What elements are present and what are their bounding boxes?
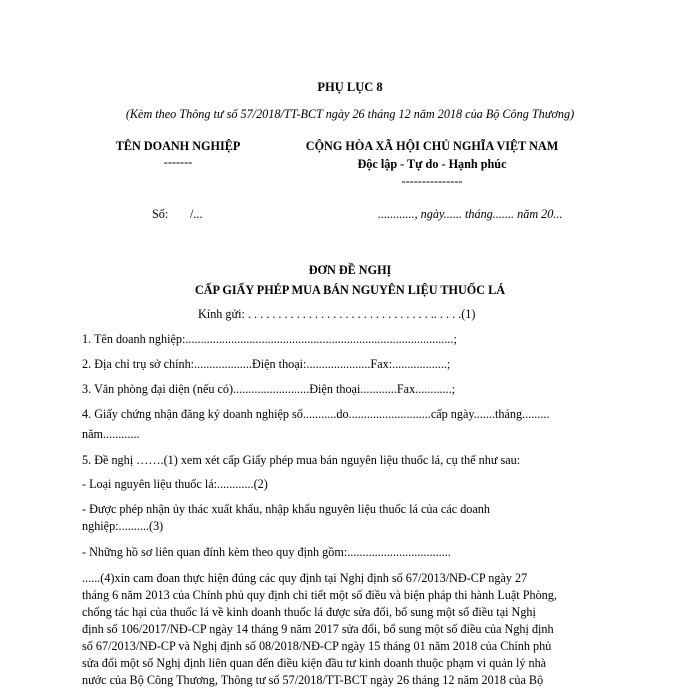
motto-divider: ---------------	[401, 174, 463, 188]
field-registration-year: năm............	[82, 427, 140, 441]
company-divider: -------	[163, 155, 193, 169]
form-title: ĐƠN ĐỀ NGHỊ	[308, 263, 392, 277]
appendix-subtitle: (Kèm theo Thông tư số 57/2018/TT-BCT ngày 26 tháng 12 năm 2018 của Bộ Công Thương)	[125, 107, 575, 121]
field-registration-certificate: 4. Giấy chứng nhận đăng ký doanh nghiệp số...........do...........................cấp ngày.......tháng.........	[82, 407, 550, 421]
appendix-title: PHỤ LỤC 8	[317, 80, 383, 94]
nation-title: CỘNG HÒA XÃ HỘI CHỦ NGHĨA VIỆT NAM	[305, 139, 559, 153]
request-material-type: - Loại nguyên liệu thuốc lá:............(2)	[82, 477, 268, 491]
field-company-name: 1. Tên doanh nghiệp:........................................................................................;	[82, 332, 457, 346]
recipient-line: Kính gửi: . . . . . . . . . . . . . . . . . . . . . . . . . . . . . . .. . . . .(1)	[198, 307, 476, 321]
request-attached-documents: - Những hồ sơ liên quan đính kèm theo quy định gồm:..................................	[82, 545, 451, 559]
field-head-office: 2. Địa chỉ trụ sở chính:...................Điện thoại:.....................Fax:..................;	[82, 357, 451, 371]
commitment-line: ......(4)xin cam đoan thực hiện đúng các quy định tại Nghị định số 67/2013/NĐ-CP ngày 27	[82, 571, 528, 585]
commitment-line: chống tác hại của thuốc lá về kinh doanh thuốc lá được sửa đổi, bổ sung một số điều tại Nghị	[82, 605, 536, 619]
document-number-label: Số:	[152, 207, 169, 221]
commitment-line: nước của Bộ Công Thương, Thông tư số 57/2018/TT-BCT ngày 26 tháng 12 năm 2018 của Bộ	[82, 673, 544, 687]
commitment-line: sửa đổi một số Nghị định liên quan đến điều kiện đầu tư kinh doanh thuộc phạm vi quản lý nhà	[82, 656, 547, 670]
request-intro: 5. Đề nghị …….(1) xem xét cấp Giấy phép mua bán nguyên liệu thuốc lá, cụ thể như sau:	[82, 453, 521, 467]
document-number-value: /...	[190, 207, 203, 221]
commitment-line: tháng 6 năm 2013 của Chính phủ quy định chi tiết một số điều và biện pháp thi hành Luật Phòng,	[82, 588, 557, 602]
national-motto: Độc lập - Tự do - Hạnh phúc	[357, 157, 507, 171]
request-export-import: - Được phép nhận ủy thác xuất khẩu, nhập khẩu nguyên liệu thuốc lá của các doanh	[82, 502, 490, 516]
date-line: ............, ngày...... tháng....... năm 20...	[378, 207, 563, 221]
request-export-import-cont: nghiệp:..........(3)	[82, 519, 164, 533]
form-subtitle: CẤP GIẤY PHÉP MUA BÁN NGUYÊN LIỆU THUỐC LÁ	[194, 283, 506, 297]
commitment-line: định số 106/2017/NĐ-CP ngày 14 tháng 9 năm 2017 sửa đổi, bổ sung một số điều của Nghị định	[82, 622, 554, 636]
field-representative-office: 3. Văn phòng đại diện (nếu có).........................Điện thoại............Fax............;	[82, 382, 456, 396]
company-name-label: TÊN DOANH NGHIỆP	[115, 139, 241, 153]
commitment-line: số 67/2013/NĐ-CP và Nghị định số 08/2018/NĐ-CP ngày 15 tháng 01 năm 2018 của Chính phủ	[82, 639, 552, 653]
